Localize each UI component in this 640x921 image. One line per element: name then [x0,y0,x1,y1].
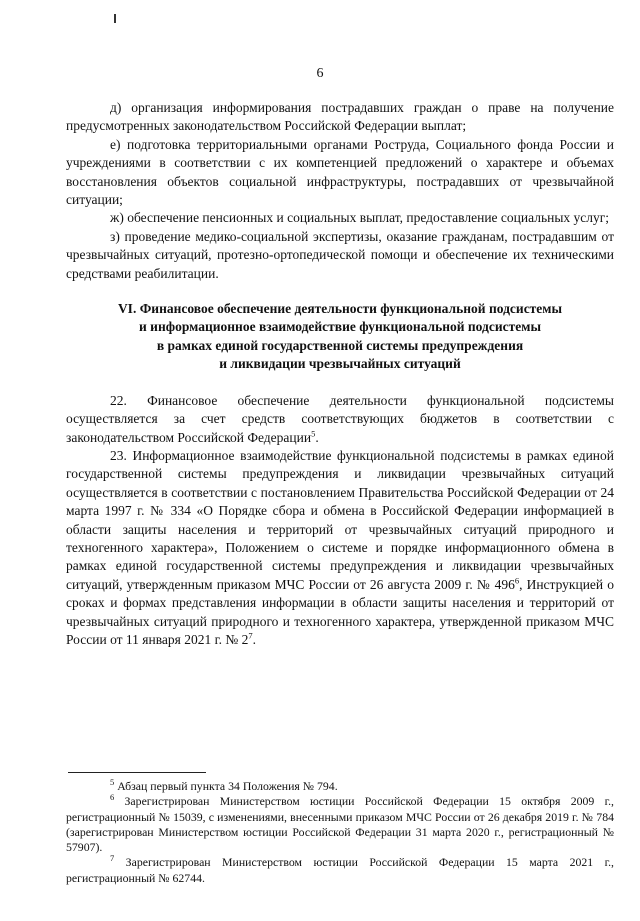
footnote-mark: 5 [110,777,115,788]
section-heading [66,300,614,374]
paragraph-22-text: 22. Финансовое обеспечение деятельности функциональной подсистемы осуществляется за счет средств соответствующих бюджетов в соответствии с законодательством Российской Федерации [66,392,614,445]
paragraph-22 [66,392,614,447]
footnote-ref-5[interactable]: 5 [311,428,316,438]
footnote-text: Зарегистрирован Министерством юстиции Российской Федерации 15 октября 2009 г., регистрационный № 15039, с изменениями, внесенными приказом МЧС России от 26 декабря 2019 г. № 784 (зарегистрирован Министерством юстиции Российской Федерации 31 марта 2020 г., регистрационный № 57907). [66,794,614,855]
section-heading-line: и ликвидации чрезвычайных ситуаций [219,356,461,372]
paragraph-e: е) подготовка территориальными органами Роструда, Социального фонда России и учреждениями в соответствии с их компетенцией предложений о характере и объемах восстановления объектов социальной инфраструктуры, пострадавших от чрезвычайной ситуации; [66,136,614,208]
footnote-ref-7[interactable]: 7 [248,630,253,641]
page-number: 6 [316,66,324,81]
footnote-mark: 7 [110,853,115,864]
footnote-mark: 6 [110,792,115,803]
footnote-ref-6[interactable]: 6 [514,575,520,586]
paragraph-23-text-cont: , Инструкцией о сроках и формах представления информации в области защиты населения и территорий от чрезвычайных ситуаций природного и техногенного характера, утвержденной приказом МЧС России от 11 января 2021 г. № 2 [66,576,614,647]
footnote-text: Зарегистрирован Министерством юстиции Российской Федерации 15 марта 2021 г., регистрационный № 62744. [66,855,614,885]
footnotes [66,779,614,886]
footnote-separator [68,772,206,773]
document-body [66,99,614,649]
section-heading-line: VI. Финансовое обеспечение деятельности функциональной подсистемы [117,301,563,317]
paragraph-zh: ж) обеспечение пенсионных и социальных выплат, предоставление социальных услуг; [110,210,610,226]
paragraph-d: д) организация информирования пострадавших граждан о праве на получение предусмотренных законодательством Российской Федерации выплат; [66,100,614,134]
footnote-text: Абзац первый пункта 34 Положения № 794. [114,779,338,793]
footnote-7 [66,855,614,886]
footnote-5 [66,779,614,794]
scan-artifact-mark [114,14,116,23]
paragraph-23 [66,447,614,649]
section-heading-line: и информационное взаимодействие функциональной подсистемы [139,319,541,335]
paragraph-22-end: . [315,429,319,445]
paragraph-23-text: 23. Информационное взаимодействие функциональной подсистемы в рамках единой государственной системы предупреждения и ликвидации чрезвычайных ситуаций осуществляется в соответствии с постановлением Правительства Российской Федерации от 24 марта 1997 г. № 334 «О Порядке сбора и обмена в Российской Федерации информацией в области защиты населения и территорий от чрезвычайных ситуаций природного и техногенного характера», Положением о системе и порядке информационного обмена в рамках единой государственной системы предупреждения и ликвидации чрезвычайных ситуаций, утвержденным приказом МЧС России от 26 августа 2009 г. № 496 [66,447,614,592]
paragraph-z: з) проведение медико-социальной экспертизы, оказание гражданам, пострадавшим от чрезвычайных ситуаций, протезно-ортопедической помощи и обеспечение их техническими средствами реабилитации. [66,228,614,281]
paragraph-23-end: . [252,631,257,647]
footnote-6 [66,794,614,855]
section-heading-line: в рамках единой государственной системы предупреждения [156,337,524,353]
